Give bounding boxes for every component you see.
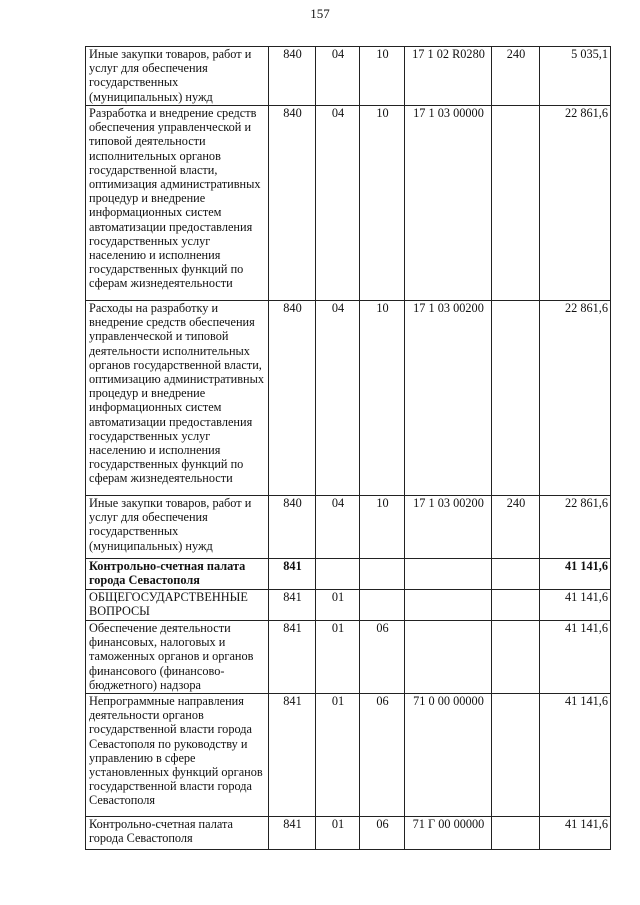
cell-name: ОБЩЕГОСУДАРСТВЕННЫЕ ВОПРОСЫ — [86, 590, 269, 621]
cell-expense — [492, 621, 540, 694]
cell-expense — [492, 301, 540, 496]
budget-table — [85, 46, 611, 850]
cell-subsection: 10 — [360, 496, 405, 559]
cell-amount: 41 141,6 — [540, 559, 611, 590]
cell-subsection: 10 — [360, 301, 405, 496]
cell-section: 04 — [316, 47, 360, 106]
cell-name: Контрольно-счетная палата города Севастополя — [86, 817, 269, 850]
cell-target — [405, 621, 492, 694]
cell-target — [405, 590, 492, 621]
cell-name: Иные закупки товаров, работ и услуг для обеспечения государственных (муниципальных) нужд — [86, 496, 269, 559]
cell-ministry: 841 — [269, 621, 316, 694]
cell-target: 71 Г 00 00000 — [405, 817, 492, 850]
cell-name: Иные закупки товаров, работ и услуг для обеспечения государственных (муниципальных) нужд — [86, 47, 269, 106]
table-row — [86, 590, 611, 621]
cell-section: 04 — [316, 301, 360, 496]
cell-amount: 5 035,1 — [540, 47, 611, 106]
cell-name: Обеспечение деятельности финансовых, налоговых и таможенных органов и органов финансового (финансово-бюджетного) надзора — [86, 621, 269, 694]
cell-subsection: 10 — [360, 47, 405, 106]
cell-expense — [492, 559, 540, 590]
cell-section: 04 — [316, 106, 360, 301]
cell-expense — [492, 106, 540, 301]
cell-target: 17 1 03 00000 — [405, 106, 492, 301]
cell-section: 04 — [316, 496, 360, 559]
cell-section: 01 — [316, 621, 360, 694]
cell-section: 01 — [316, 590, 360, 621]
cell-expense: 240 — [492, 496, 540, 559]
table-row — [86, 694, 611, 817]
cell-ministry: 840 — [269, 47, 316, 106]
table-row — [86, 47, 611, 106]
cell-section: 01 — [316, 694, 360, 817]
cell-amount: 41 141,6 — [540, 621, 611, 694]
table-row — [86, 559, 611, 590]
table-row — [86, 817, 611, 850]
cell-amount: 22 861,6 — [540, 301, 611, 496]
cell-amount: 22 861,6 — [540, 496, 611, 559]
cell-ministry: 840 — [269, 106, 316, 301]
table-row — [86, 301, 611, 496]
cell-amount: 41 141,6 — [540, 817, 611, 850]
cell-ministry: 841 — [269, 694, 316, 817]
table-row — [86, 621, 611, 694]
cell-ministry: 840 — [269, 301, 316, 496]
cell-name: Контрольно-счетная палата города Севастополя — [86, 559, 269, 590]
table-body — [86, 47, 611, 850]
cell-name: Непрограммные направления деятельности органов государственной власти города Севастополя по руководству и управлению в сфере установленных функций органов государственной власти города Севастополя — [86, 694, 269, 817]
cell-target: 17 1 02 R0280 — [405, 47, 492, 106]
cell-ministry: 841 — [269, 590, 316, 621]
cell-subsection: 06 — [360, 694, 405, 817]
cell-name: Разработка и внедрение средств обеспечения управленческой и типовой деятельности исполнительных органов государственной власти, оптимизация административных процедур и внедрение информационных систем автоматизации предоставления государственных услуг населению и исполнения государственных функций по сферам жизнедеятельности — [86, 106, 269, 301]
cell-amount: 22 861,6 — [540, 106, 611, 301]
cell-name: Расходы на разработку и внедрение средств обеспечения управленческой и типовой деятельности исполнительных органов государственной власти, оптимизацию административных процедур и внедрение информационных систем автоматизации предоставления государственных услуг населению и исполнения государственных функций по сферам жизнедеятельности — [86, 301, 269, 496]
cell-ministry: 840 — [269, 496, 316, 559]
cell-subsection — [360, 590, 405, 621]
cell-expense — [492, 590, 540, 621]
cell-expense: 240 — [492, 47, 540, 106]
cell-target: 71 0 00 00000 — [405, 694, 492, 817]
cell-expense — [492, 817, 540, 850]
cell-ministry: 841 — [269, 559, 316, 590]
table-row — [86, 106, 611, 301]
cell-subsection: 10 — [360, 106, 405, 301]
cell-section: 01 — [316, 817, 360, 850]
page-number: 157 — [310, 6, 330, 21]
cell-ministry: 841 — [269, 817, 316, 850]
cell-subsection: 06 — [360, 817, 405, 850]
cell-target: 17 1 03 00200 — [405, 301, 492, 496]
table-row — [86, 496, 611, 559]
cell-expense — [492, 694, 540, 817]
cell-amount: 41 141,6 — [540, 590, 611, 621]
cell-subsection: 06 — [360, 621, 405, 694]
cell-subsection — [360, 559, 405, 590]
cell-amount: 41 141,6 — [540, 694, 611, 817]
cell-section — [316, 559, 360, 590]
cell-target: 17 1 03 00200 — [405, 496, 492, 559]
cell-target — [405, 559, 492, 590]
